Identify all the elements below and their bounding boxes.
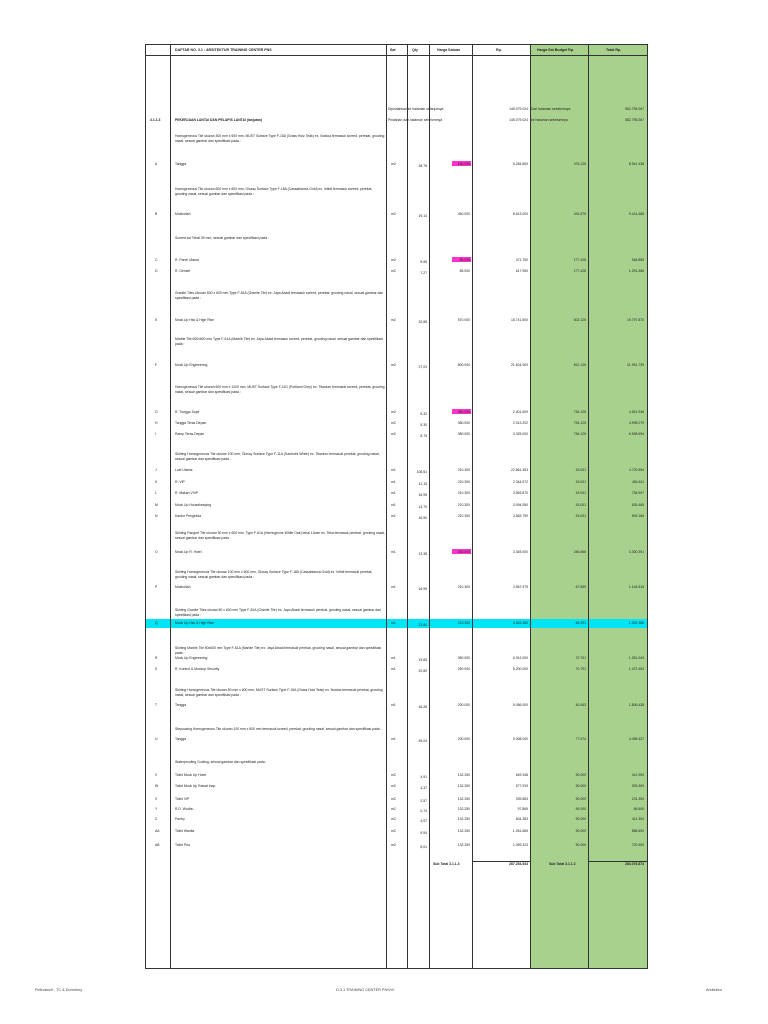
grid-line [588, 44, 589, 969]
item-total: 441.900 [631, 773, 644, 777]
item-code: J [155, 468, 157, 472]
item-unit: m2 [391, 784, 396, 788]
item-name: Tangga Teras Depan [175, 421, 207, 425]
item-unit-price: 250.000 [457, 667, 470, 671]
header-qty: Qty [412, 48, 418, 52]
item-description: Stepnosing Homogeneous Tile ukuran 100 mm x 600 mm termasuk screed, perekat, grouting nasal, sesuai gambar dan spesifikasi pada : [175, 727, 382, 731]
item-name: Mock Up Hsk & High Rise [175, 318, 215, 322]
item-qty: 16,95 [418, 493, 427, 497]
carry-label-2: Dari halaman sebelumnya [531, 107, 571, 111]
item-unit: m1 [391, 667, 396, 671]
item-qty: 45,28 [418, 705, 427, 709]
item-name: Mushollah [175, 212, 191, 216]
item-description: Waterproofing Coating, sesuai gambar dan spesifikasi pada : [175, 760, 267, 764]
item-amount: 8.613.000 [512, 212, 528, 216]
item-amount: 604.383 [515, 817, 528, 821]
item-unit: m1 [391, 656, 396, 660]
grid-line [472, 44, 473, 969]
item-amount: 3.345.000 [512, 550, 528, 554]
item-budget-price: 70.791 [575, 667, 586, 671]
item-unit: m2 [391, 410, 396, 414]
item-amount: 577.933 [515, 784, 528, 788]
carry-label: Dipindahkan ke halaman selanjutnya [388, 107, 444, 111]
item-qty: 108,51 [416, 470, 427, 474]
item-budget-price: 177.428 [573, 269, 586, 273]
item-budget-price: 246.666 [573, 550, 586, 554]
item-qty: 7,27 [420, 271, 427, 275]
item-amount: 22.861.353 [511, 468, 528, 472]
item-amount: 3.563.790 [512, 514, 528, 518]
item-amount: 3.563.870 [512, 491, 528, 495]
grid-line [647, 44, 648, 969]
item-budget-price: 77.674 [575, 737, 586, 741]
item-qty: 20,80 [418, 669, 427, 673]
item-unit-price: 380.000 [457, 421, 470, 425]
item-unit: m2 [391, 797, 396, 801]
item-amount: 18.741.600 [511, 318, 528, 322]
item-unit: m2 [391, 829, 396, 833]
item-amount: 5.200.000 [512, 667, 528, 671]
item-qty: 4,91 [420, 775, 427, 779]
item-qty: 11,15 [418, 482, 427, 486]
item-amount: 9.008.000 [512, 737, 528, 741]
item-qty: 28,78 [418, 164, 427, 168]
item-total: 411.300 [631, 817, 644, 821]
item-name: Mock Up Housekeeping [175, 503, 211, 507]
item-budget-price: 90.000 [575, 817, 586, 821]
item-amount: 9.056.000 [512, 703, 528, 707]
item-description: Skirting Homogeneous Tile ukuran 100 mm, Glossy Surface Type F-11A (Santorini White) ex. Titanium termasuk perekat, grouting nasal, sesuai gambar dan spesifikasi pada : [175, 452, 380, 461]
item-qty: 13,38 [418, 552, 427, 556]
item-unit-price: 210.300 [457, 480, 470, 484]
item-total: 4.811.946 [629, 410, 644, 414]
item-unit: m1 [391, 480, 396, 484]
item-amount: 2.013.202 [512, 421, 528, 425]
item-total: 1.391.043 [628, 656, 644, 660]
item-unit-price: 180.000 [457, 162, 470, 166]
item-qty: 21,60 [418, 623, 427, 627]
item-total: 484.611 [631, 480, 644, 484]
carry-total: 582.795.067 [625, 107, 644, 111]
item-unit: m2 [391, 421, 396, 425]
carry-label: Pindahan dari halaman sebelumnya [388, 118, 443, 122]
item-code: L [155, 491, 157, 495]
item-qty: 4,57 [420, 819, 427, 823]
item-budget-price: 90.000 [575, 773, 586, 777]
item-name: Toilet Wanita [175, 829, 195, 833]
item-budget-price: 90.000 [575, 797, 586, 801]
item-name: Mock Up R. Hotel [175, 550, 202, 554]
item-unit: m2 [391, 807, 396, 811]
item-budget-price: 90.000 [575, 843, 586, 847]
item-total: 9.414.488 [628, 212, 644, 216]
item-budget-price: 43.001 [575, 514, 586, 518]
item-budget-price: 476.125 [573, 162, 586, 166]
table-title: DAFTAR NO. 3.1 : ARSITEKTUR TRAINING CENTER PNS [175, 48, 272, 52]
item-name: Mock Up Engineering [175, 656, 208, 660]
item-unit: m2 [391, 817, 396, 821]
item-amount: 3.325.000 [512, 432, 528, 436]
item-name: Kantor Pengelola [175, 514, 202, 518]
header-rp: Rp. [496, 48, 502, 52]
item-budget-price: 754.125 [573, 432, 586, 436]
item-amount: 3.567.975 [512, 585, 528, 589]
carry-label-2: ke halaman sebelumnya [531, 118, 568, 122]
item-unit: m1 [391, 503, 396, 507]
item-description: Homogeneous Tile ukuran 600 mm x 1200 mm, MUST Surface Type F-11D (Portland Grey) ex. Titanium termasuk screed, perekat, grouting nasal, sesuai gambar dan spesifikasi pada : [175, 385, 385, 394]
item-unit-price: 210.300 [457, 468, 470, 472]
item-name: Mock Up Hsk & High Rise [175, 621, 215, 625]
item-qty: 6,32 [420, 412, 427, 416]
item-description: Skirting Marble Tile 50x600 mm Type F-61A (Marble Tile) ex. Jaya Abadi termasuk perekat, grouting nasal, sesuai gambar dan spesifikasi pada : [175, 646, 382, 655]
item-description: Skirting Homogeneous Tile ukuran 50 mm x 600 mm, MUST Surface Type F-15A (Grass Holz Teak) ex. Nostoa termasuk perekat, grouting nasal, sesuai gambar dan spesifikasi pada : [175, 688, 383, 697]
item-unit-price: 210.300 [457, 621, 470, 625]
item-amount: 6.912.000 [512, 656, 528, 660]
item-name: R. Genset [175, 269, 191, 273]
item-total: 1.146.515 [628, 585, 644, 589]
item-name: Mushollah [175, 585, 191, 589]
grid-line [386, 44, 387, 969]
item-name: Pantry [175, 817, 185, 821]
item-total: 1.302.386 [628, 621, 644, 625]
item-code: Z [155, 817, 158, 821]
item-total: 3.300.391 [628, 550, 644, 554]
item-code: M [155, 503, 158, 507]
item-total: 66.600 [633, 807, 644, 811]
item-unit: m2 [391, 318, 396, 322]
item-qty: 9,54 [420, 831, 427, 835]
item-qty: 45,04 [418, 739, 427, 743]
item-budget-price: 43.001 [575, 503, 586, 507]
item-total: 231.300 [631, 797, 644, 801]
item-name: Toilet Pria [175, 843, 190, 847]
item-name: Mock Up Engineering [175, 363, 208, 367]
item-budget-price: 43.001 [575, 468, 586, 472]
item-total: 1.806.438 [628, 703, 644, 707]
item-description: Skirting Homogeneous Tile ukuran 100 mm x 600 mm, Glossy Surface Type F-18A (Cassablanca Gold) ex. Infinit termasuk perekat, grouting nasal, sesuai gambar dan spesifikasi pada : [175, 570, 373, 579]
section-title: PEKERJAAN LANTAI DAN PELAPIS LANTAI (lanjutan) [175, 118, 263, 122]
item-code: I [155, 432, 156, 436]
item-total: 3.995.079 [628, 421, 644, 425]
item-total: 858.600 [631, 829, 644, 833]
item-total: 21.951.739 [627, 363, 644, 367]
item-unit: m1 [391, 621, 396, 625]
item-unit: m2 [391, 162, 396, 166]
item-code: S [155, 667, 158, 671]
item-total: 1.472.453 [628, 667, 644, 671]
item-code: E [155, 318, 158, 322]
item-budget-price: 67.659 [575, 585, 586, 589]
item-unit-price: 132.250 [457, 784, 470, 788]
item-name: R. VIP [175, 480, 185, 484]
item-total: 4.720.594 [628, 468, 644, 472]
item-amount: 4.542.480 [512, 621, 528, 625]
item-unit-price: 85.000 [459, 258, 470, 262]
subtotal-total: 284.076.874 [625, 862, 644, 866]
item-code: F [155, 363, 158, 367]
item-description: Marble Tile 600x600 mm Type F-61A (Marble Tile) ex. Jaya Abadi termasuk screed, perekat, grouting nasal, sesuai gambar dan spesifikasi pada : [175, 337, 383, 346]
item-description: Homogeneous Tile ukuran 600 mm x 600 mm, Glossy Surface Type F-18A (Cassablanca Gold) ex. Infinit termasuk screed, perekat, grouting nasal, sesuai gambar dan spesifikasi pada : [175, 187, 373, 196]
item-code: R [155, 656, 158, 660]
item-total: 693.166 [631, 514, 644, 518]
header-unit-price: Harga Satuan [437, 48, 461, 52]
item-name: R.D. Wudhu [175, 807, 194, 811]
item-unit-price: 210.300 [457, 491, 470, 495]
item-description: Skirting Parquet Tile ukuran 50 mm x 600 mm, Type F-61A (Herringbone White Oak) tebal 14mm ex. Teka termasuk perekat, grouting nasal, sesuai gambar dan spesifikasi pada : [175, 531, 385, 540]
item-unit-price: 85.000 [459, 269, 470, 273]
item-code: D [155, 269, 158, 273]
item-budget-price: 90.000 [575, 829, 586, 833]
item-budget-price: 754.125 [573, 410, 586, 414]
item-qty: 5,55 [420, 260, 427, 264]
item-qty: 0,74 [420, 809, 427, 813]
item-unit: m1 [391, 703, 396, 707]
item-budget-price: 43.001 [575, 480, 586, 484]
item-amount: 617.950 [515, 269, 528, 273]
item-code: X [155, 797, 158, 801]
item-qty: 5,30 [420, 423, 427, 427]
item-name: R. Panel Utama [175, 258, 199, 262]
item-budget-price: 40.063 [575, 703, 586, 707]
item-budget-price: 177.428 [573, 258, 586, 262]
footer-left: Pelindaroli - TC & Dormitory [35, 988, 83, 992]
item-unit-price: 132.250 [457, 773, 470, 777]
item-unit: m1 [391, 491, 396, 495]
item-amount: 3.094.550 [512, 503, 528, 507]
grid-line [145, 44, 146, 969]
item-unit-price: 250.000 [457, 550, 470, 554]
section-code: 3.1.1.3 [150, 118, 161, 122]
item-budget-price: 602.125 [573, 318, 586, 322]
item-qty: 19,14 [418, 214, 427, 218]
footer-center: D.3.1 TRAINING CENTER PNS/VI [336, 988, 395, 992]
subtotal-label-2: Sub Total 3.1.1.3 [549, 862, 576, 866]
header-budget: Harga Sat Budget Rp. [537, 48, 574, 52]
item-code: Y [155, 807, 158, 811]
item-unit: m2 [391, 843, 396, 847]
item-code: H [155, 421, 158, 425]
item-unit-price: 132.250 [457, 829, 470, 833]
item-amount: 2.344.972 [512, 480, 528, 484]
item-unit-price: 570.000 [457, 318, 470, 322]
item-total: 6.598.594 [628, 432, 644, 436]
item-budget-price: 70.791 [575, 656, 586, 660]
item-amount: 5.284.800 [512, 162, 528, 166]
subtotal-label: Sub Total 3.1.1.3 [433, 862, 460, 866]
item-amount: 471.750 [515, 258, 528, 262]
item-budget-price: 90.000 [575, 784, 586, 788]
item-code: B [155, 212, 158, 216]
item-unit: m1 [391, 514, 396, 518]
item-name: Toilet VIP [175, 797, 190, 801]
item-unit-price: 450.000 [457, 212, 470, 216]
item-name: Tangga [175, 162, 187, 166]
grid-line [530, 44, 531, 969]
grid-line [429, 44, 430, 969]
item-total: 8.941.438 [628, 162, 644, 166]
item-description: Skirting Granite Tiles ukuran 50 x 600 mm Type F-81A (Granite Tile) ex. Jaya Abadi termasuk perekat, grouting nasal, sesuai gambar dan spesifikasi pada : [175, 608, 381, 617]
item-unit: m2 [391, 363, 396, 367]
item-qty: 16,90 [418, 516, 427, 520]
item-name: Tangga [175, 737, 187, 741]
item-amount: 1.059.323 [512, 843, 528, 847]
item-code: V [155, 773, 158, 777]
footer-right: Arsitektur [706, 988, 723, 992]
item-amount: 1.261.665 [512, 829, 528, 833]
item-name: Toilet Mock Up Hotel [175, 773, 207, 777]
item-amount: 339.883 [515, 797, 528, 801]
item-unit-price: 200.000 [457, 737, 470, 741]
item-qty: 14,70 [418, 505, 427, 509]
item-qty: 32,88 [418, 320, 427, 324]
item-total: 19.797.870 [627, 318, 644, 322]
item-unit: m2 [391, 212, 396, 216]
item-code: O [155, 550, 158, 554]
item-qty: 2,57 [420, 799, 427, 803]
item-amount: 2.401.600 [512, 410, 528, 414]
item-code: AB [155, 843, 160, 847]
item-code: W [155, 784, 159, 788]
item-unit: m1 [391, 737, 396, 741]
item-total: 948.855 [631, 258, 644, 262]
item-amount: 21.624.000 [511, 363, 528, 367]
item-total: 393.300 [631, 784, 644, 788]
item-name: R. Tunggu Sopir [175, 410, 200, 414]
item-name: Ramp Teras Depan [175, 432, 205, 436]
item-unit: m1 [391, 550, 396, 554]
item-qty: 8,01 [420, 845, 427, 849]
item-budget-price: 43.001 [575, 491, 586, 495]
item-amount: 649.348 [515, 773, 528, 777]
item-unit-price: 132.250 [457, 843, 470, 847]
header-total: Total Rp. [606, 48, 622, 52]
item-budget-price: 65.291 [575, 621, 586, 625]
carry-total: 582.795.067 [625, 118, 644, 122]
item-name: R. Kontrol & Mockup Security [175, 667, 220, 671]
item-unit: m2 [391, 432, 396, 436]
item-total: 3.498.437 [628, 737, 644, 741]
item-unit: m2 [391, 269, 396, 273]
item-code: AA [155, 829, 160, 833]
item-code: P [155, 585, 158, 589]
item-total: 736.907 [631, 491, 644, 495]
item-unit-price: 132.250 [457, 807, 470, 811]
item-unit: m2 [391, 773, 396, 777]
item-qty: 4,37 [420, 786, 427, 790]
carry-value: 145.079.024 [509, 118, 528, 122]
item-name: Tangga [175, 703, 187, 707]
item-code: G [155, 410, 158, 414]
item-budget-price: 491.875 [573, 212, 586, 216]
item-unit-price: 380.000 [457, 410, 470, 414]
item-unit: m1 [391, 468, 396, 472]
item-code: Q [155, 621, 158, 625]
item-code: T [155, 703, 158, 707]
item-total: 1.291.356 [628, 269, 644, 273]
item-qty: 19,65 [418, 658, 427, 662]
item-qty: 16,95 [418, 587, 427, 591]
item-unit-price: 132.250 [457, 797, 470, 801]
grid-line [170, 44, 171, 969]
item-code: K [155, 480, 158, 484]
item-unit-price: 800.000 [457, 363, 470, 367]
item-budget-price: 754.125 [573, 421, 586, 425]
grid-line [145, 968, 647, 969]
item-total: 639.465 [631, 503, 644, 507]
item-unit-price: 350.000 [457, 656, 470, 660]
item-description: Screed acl Tebal 30 mm, sesuai gambar dan spesifikasi pada : [175, 236, 269, 240]
item-name: Toilet Mock Up Rawat Inap [175, 784, 216, 788]
carry-value: 145.079.024 [509, 107, 528, 111]
item-unit-price: 200.000 [457, 703, 470, 707]
item-description: Granite Tiles Ukuran 600 x 600 mm Type F-81A (Granite Tile) ex. Jaya Abadi termasuk screed, perekat, grouting nasal, sesuai gambar dan spesifikasi pada : [175, 291, 384, 300]
item-total: 720.900 [631, 843, 644, 847]
item-name: R. Makan VVIP [175, 491, 199, 495]
item-name: Lobi Utama [175, 468, 193, 472]
item-unit-price: 380.000 [457, 432, 470, 436]
item-code: A [155, 162, 158, 166]
item-description: Homogeneous Tile ukuran 300 mm x 600 mm, MUST Surface Type F-15A (Grass Holz Teak) ex. Nostoa termasuk screed, perekat, grouting nasal, sesuai gambar dan spesifikasi pada : [175, 134, 385, 143]
item-budget-price: 90.000 [575, 807, 586, 811]
header-sat: Sat [390, 48, 396, 52]
subtotal-value: 287.254.534 [509, 862, 528, 866]
item-code: N [155, 514, 158, 518]
item-unit: m2 [391, 258, 396, 262]
item-unit-price: 210.300 [457, 503, 470, 507]
item-qty: 8,75 [420, 434, 427, 438]
item-qty: 27,03 [418, 365, 427, 369]
item-unit-price: 210.300 [457, 585, 470, 589]
item-amount: 97.865 [517, 807, 528, 811]
item-unit-price: 210.300 [457, 514, 470, 518]
item-unit-price: 132.250 [457, 817, 470, 821]
item-budget-price: 812.125 [573, 363, 586, 367]
item-unit: m1 [391, 585, 396, 589]
item-code: C [155, 258, 158, 262]
item-code: U [155, 737, 158, 741]
